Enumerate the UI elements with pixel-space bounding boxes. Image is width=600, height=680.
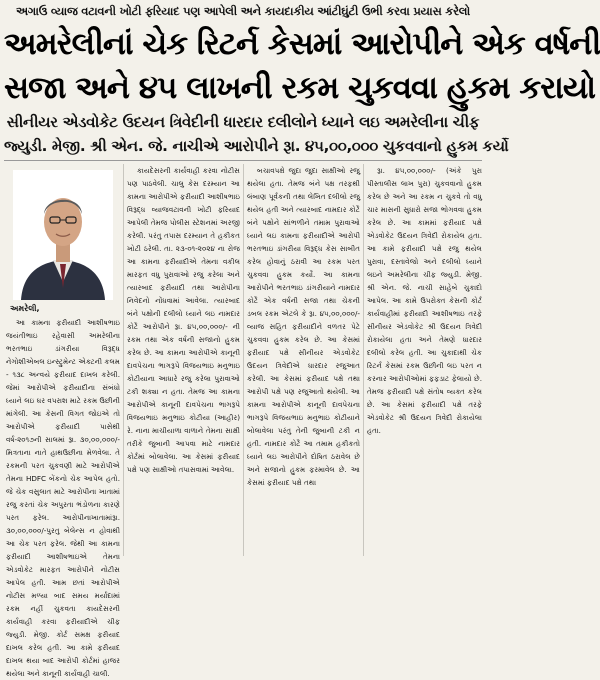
column-1-text: આ કામના ફરીયાદી આશીષભાઇ જયંતીભાઇ રહેવાસી અમરેલીના ભરતભાઇ ડાંગરીયા વિરૂદ્ધ નેગોશીએબલ ઇન્સ્ટ્રુમેન્ટ એક્ટની કલમ - ૧૩૮ અન્વયે ફરીયાદ દાખલ કરેલી. જેમાં આરોપીએ ફરીયાદીના સંબંધો ધ્યાને લઇ ઘર વપરાશ માટે રકમ ઉછીની માંગેલી. આ કેસની વિગત જોઇએ તો આરોપીએ ફરીયાદી પાસેથી વર્ષ-૨૦૧૭ની સાલમાં રૂા. ૩૦,૦૦,૦૦૦/- મિત્રતાના નાતે હાથઉછીના મેળવેલા. તે રકમની પરત ચુકવણી માટે આરોપીએ તેમના HDFC બેંકનો ચેક આપેલ હતો. જે ચેક વસુલાત માટે આરોપીના ખાતામાં રજુ કરતાં ચેક અપુરતા ભંડોળના કારણે પરત ફરેલ. આરોપીનાખાતામાંરૂા. ૩૦,૦૦,૦૦૦/-પુરતુ બેલેન્સ ન હોવાથી આ ચેક પરત ફરેલ. જેથી આ કામના ફરીયાદી આશીષભાઇએ તેમના એડવોકેટ મારફત આરોપીને નોટીસ આપેલ હતી. આમ છતાં આરોપીએ નોટીસ મળ્યા બાદ સમય મર્યાદામાં રકમ નહીં ચુકવતા કાયદેસરની કાર્યવાહી કરવા ફરીયાદીએ ચીફ જ્યુડી. મેજી. કોર્ટ સમક્ષ ફરીયાદ દાખલ કરેલ હતી. આ કામે ફરીયાદ દાખલ થયા બાદ આરોપી કોર્ટમાં હાજર થયેલા અને કાનૂની કાર્યવાહી ચાલી. <box>6 318 120 678</box>
article-body <box>4 164 482 678</box>
column-3-text: બચાવપક્ષે જુદા જુદા સાક્ષીઓ રજુ થયેલા હતા. તેમજ બંને પક્ષ તરફથી લંબાણ પૂર્વકની તથા લેખિત દલીલો રજુ થયેલ હતી અને ત્યારબાદ નામદાર કોર્ટે બંને પક્ષોને સાંભળીને તમામ પુરાવાઓ ધ્યાને લઇ કામના ફરીયાદીએ આરોપી ભરતભાઇ ડાંગરીયા વિરૂદ્ધ કેસ સાબીત કરેલ હોવાનું ઠરાવી આ રકમ પરત ચુકવવા હુકમ કર્યો. આ કામના આરોપીને ભરતભાઇ ડાંગરીયાને નામદાર કોર્ટે એક વર્ષની સજા તથા ચેકની ડબલ રકમ એટલે કે રૂા. ૪૫,૦૦,૦૦૦/- વ્યાજ સહિત ફરીયાદીને વળતર પેટે ચુકવવા હુકમ કરેલ છે. આ કેસમાં ફરીયાદ પક્ષે સીનીયર એડવોકેટ ઉદયન ત્રિવેદીએ ધારદાર રજુઆત કરેલી. આ કેસમાં ફરીયાદ પક્ષે તથા આરોપી પક્ષે પણ રજુઆતો થયેલી. આ કામના આરોપીએ કાનૂની દાવપેચના ભાગરૂપે વિજયભાઇ મનુભાઇ કોટીયાને બોલાવેલા પરંતુ તેની જુબાની ટકી ન હતી. નામદાર કોર્ટે આ તમામ હકીકતો ધ્યાને લઇ આરોપીને દોષિત ઠરાવેલ છે અને સજાનો હુકમ ફરમાવેલ છે. આ કેસમાં ફરીયાદ પક્ષે તથા <box>247 166 360 487</box>
kicker-line: અગાઉ વ્યાજ વટાવની ખોટી ફરિયાદ પણ આપેલી અને કાયદાકીય આંટીઘુંટી ઉભી કરવા પ્રયાસ કરેલો <box>15 4 471 18</box>
column-separator <box>243 164 244 556</box>
column-2 <box>127 164 240 556</box>
subhead-line-1: સીનીયર એડવોકેટ ઉદયન ત્રિવેદીની ધારદાર દલીલોને ધ્યાને લઇ અમરેલીના ચીફ <box>6 113 480 131</box>
column-separator <box>363 164 364 556</box>
divider <box>4 160 482 161</box>
subhead-line-2: જ્યુડી. મેજી. શ્રી એન. જે. નાચીએ આરોપીને રૂા. ૪૫,૦૦,૦૦૦ ચુકવવાનો હુકમ કર્યો <box>4 137 509 155</box>
column-1 <box>6 164 120 678</box>
column-separator <box>123 164 124 556</box>
column-2-text: કાયદેસરની કાર્યવાહી કરવા નોટીસ પણ પાઠવેલી. ચાલુ કેસ દરમ્યાન આ કામના આરોપીએ ફરીયાદી આશીષભાઇ વિરૂદ્ધ વ્યાજવટાવની ખોટી ફરિયાદ આપેલી તેમજ પોલીસ સ્ટેશનમાં અરજી કરેલી. પરંતુ તપાસ દરમ્યાન તે હકીકત ખોટી ઠરેલી. તા. ૨૩-૦૧-૨૦૨૪ ના રોજ આ કામના ફરીયાદીએ તેમના વકીલ મારફત વધુ પુરાવાઓ રજુ કરેલા અને ત્યારબાદ ફરીયાદી તથા આરોપીના નિવેદનો નોંધવામાં આવેલા. ત્યારબાદ બંને પક્ષોની દલીલો ધ્યાને લઇ નામદાર કોર્ટે આરોપીને રૂા. ૪૫,૦૦,૦૦૦/- ની રકમ તથા એક વર્ષની સજાનો હુકમ કરેલ છે. આ કામના આરોપીએ કાનૂની દાવપેચના ભાગરૂપે વિજયભાઇ મનુભાઇ કોટીયાના આધારે રજુ કરેલા પુરાવાઓ ટકી શક્યા ન હતા. તેમજ આ કામના આરોપીએ કાનૂની દાવપેચના ભાગરૂપે વિજયભાઇ મનુભાઇ કોટીયા (આહીર) રે. નાના માચીયાળા વાળાને તેમના સાક્ષી તરીકે જુબાની આપવા માટે નામદાર કોર્ટમાં બોલાવેલા. આ કેસમાં ફરીયાદ પક્ષે પણ સાક્ષીઓ તપાસવામાં આવેલા. <box>127 166 240 474</box>
portrait-image <box>13 170 113 300</box>
advocate-photo <box>13 170 113 300</box>
headline-line-1: અમરેલીનાં ચેક રિટર્ન કેસમાં આરોપીને એક વર્ષની <box>4 26 600 62</box>
column-3 <box>247 164 360 556</box>
headline-line-2: સજા અને ૪૫ લાખની રકમ ચુકવવા હુકમ કરાયો <box>4 70 595 106</box>
column-4-text: રૂા. ૪૫,૦૦,૦૦૦/- (અંકે પુરા પીસ્તાલીસ લાખ પુરા) ચુકવવાનો હુકમ કરેલ છે અને આ રકમ ન ચુકવે તો વધુ ચાર માસની સુધારો સજા ભોગવવા હુકમ કરેલ છે. આ કામમાં ફરીયાદ પક્ષે એડવોકેટ ઉદયન ત્રિવેદી રોકાયેલ હતા. આ કામે ફરીયાદી પક્ષે રજુ થયેલ પુરાવા, દસ્તાવેજો અને દલીલો ધ્યાને લઇને અમરેલીના ચીફ જ્યુડી. મેજી. શ્રી એન. જે. નાચી સાહેબે ચુકાદો આપેલ. આ કામે ઉપરોક્ત કેસની કોર્ટ કાર્યવાહીમાં ફરીયાદી આશીષભાઇ તરફે સીનીયર એડવોકેટ શ્રી ઉદયન ત્રિવેદી રોકાયેલા હતા અને તેમણે ધારદાર દલીલો કરેલ હતી. આ ચુકાદાથી ચેક રિટર્ન કેસમાં રકમ ઉછીની લઇ પરત ન કરનાર આરોપીઓમાં ફફડાટ ફેલાયો છે. તેમજ ફરીયાદી પક્ષે સંતોષ વ્યક્ત કરેલ છે. આ કેસમાં ફરીયાદી પક્ષે તરફે એડવોકેટ શ્રી ઉદયન ત્રિવેદી રોકાયેલા હતા. <box>367 166 482 435</box>
photo-caption: અમરેલી, <box>10 304 40 313</box>
column-4 <box>367 164 482 556</box>
